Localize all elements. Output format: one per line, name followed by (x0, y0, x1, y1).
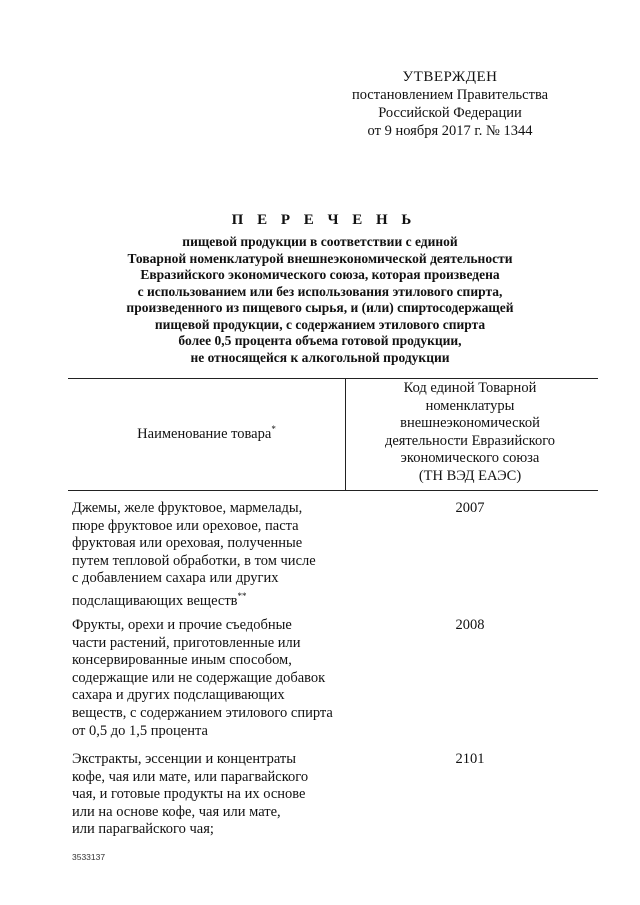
table-row-code: 2008 (455, 617, 485, 633)
subtitle-line: пищевой продукции, с содержанием этилового спирта (154, 316, 486, 332)
document-title: П Е Р Е Ч Е Н Ь (231, 212, 417, 228)
table-row-code: 2007 (455, 500, 485, 516)
row-name-line: Экстракты, эссенции и концентраты (72, 751, 297, 767)
subtitle-line: Товарной номенклатурой внешнеэкономической деятельности (127, 250, 513, 266)
row-name-line: веществ, с содержанием этилового спирта (72, 704, 333, 721)
table-header-code (350, 380, 590, 486)
footnote-mark: ** (237, 590, 247, 601)
approval-number: 1344 (503, 123, 533, 139)
approval-date-row (330, 122, 570, 140)
document-subtitle (60, 234, 580, 366)
subtitle-line: более 0,5 процента объема готовой продукции, (178, 333, 462, 348)
header-code-line: Код единой Товарной (403, 380, 537, 396)
header-code-line: номенклатуры (425, 397, 515, 414)
row-name-line: или парагвайского чая; (72, 821, 214, 838)
table-top-rule (68, 378, 598, 379)
subtitle-line: Евразийского экономического союза, которая произведена (140, 267, 500, 282)
header-code-line: (ТН ВЭД ЕАЭС) (418, 467, 522, 484)
table-header-name-label: Наименование товара (137, 426, 272, 442)
footnote-mark: * (271, 424, 276, 434)
table-row-name (72, 500, 352, 611)
subtitle-line: произведенного из пищевого сырья, и (или) спиртосодержащей (126, 300, 514, 315)
row-name-line: содержащие или не содержащие добавок (72, 669, 326, 686)
row-name-line: от 0,5 до 1,5 процента (72, 722, 208, 739)
row-name-line: подслащивающих веществ (72, 592, 238, 609)
approval-line-2: Российской Федерации (378, 105, 522, 121)
row-name-line: сахара и других подслащивающих (72, 687, 285, 704)
header-code-line: внешнеэкономической (400, 415, 540, 432)
header-code-line: деятельности Евразийского (384, 432, 556, 449)
approval-number-sign: № (485, 123, 500, 139)
approval-date: от 9 ноября 2017 г. (367, 123, 483, 139)
table-row-code: 2101 (455, 751, 485, 767)
approval-line-1: постановлением Правительства (351, 87, 549, 103)
row-name-line: пюре фруктовое или ореховое, паста (72, 517, 299, 534)
table-column-divider (345, 378, 346, 490)
table-row-name (72, 751, 352, 839)
subtitle-line: пищевой продукции в соответствии с единой (182, 234, 458, 249)
subtitle-line: с использованием или без использования этилового спирта, (137, 283, 503, 299)
table-row-name (72, 617, 352, 740)
row-name-line: кофе, чая или мате, или парагвайского (72, 768, 309, 785)
row-name-line: фруктовая или ореховая, полученные (72, 535, 303, 552)
row-name-line: Фрукты, орехи и прочие съедобные (72, 617, 292, 633)
document-id: 3533137 (72, 852, 106, 862)
row-name-line: Джемы, желе фруктовое, мармелады, (72, 500, 303, 516)
row-name-line: или на основе кофе, чая или мате, (72, 803, 281, 820)
table-header-bottom-rule (68, 490, 598, 491)
header-code-line: экономического союза (400, 450, 540, 467)
row-name-line: путем тепловой обработки, в том числе (72, 552, 316, 569)
row-name-line-with-mark (72, 588, 352, 611)
row-name-line: консервированные иным способом, (72, 652, 292, 669)
table-header-name (68, 420, 345, 443)
approval-title: УТВЕРЖДЕН (402, 69, 498, 85)
row-name-line: чая, и готовые продукты на их основе (72, 786, 306, 803)
approval-block (330, 68, 570, 140)
subtitle-line: не относящейся к алкогольной продукции (190, 349, 450, 365)
row-name-line: части растений, приготовленные или (72, 634, 301, 651)
row-name-line: с добавлением сахара или других (72, 570, 279, 587)
